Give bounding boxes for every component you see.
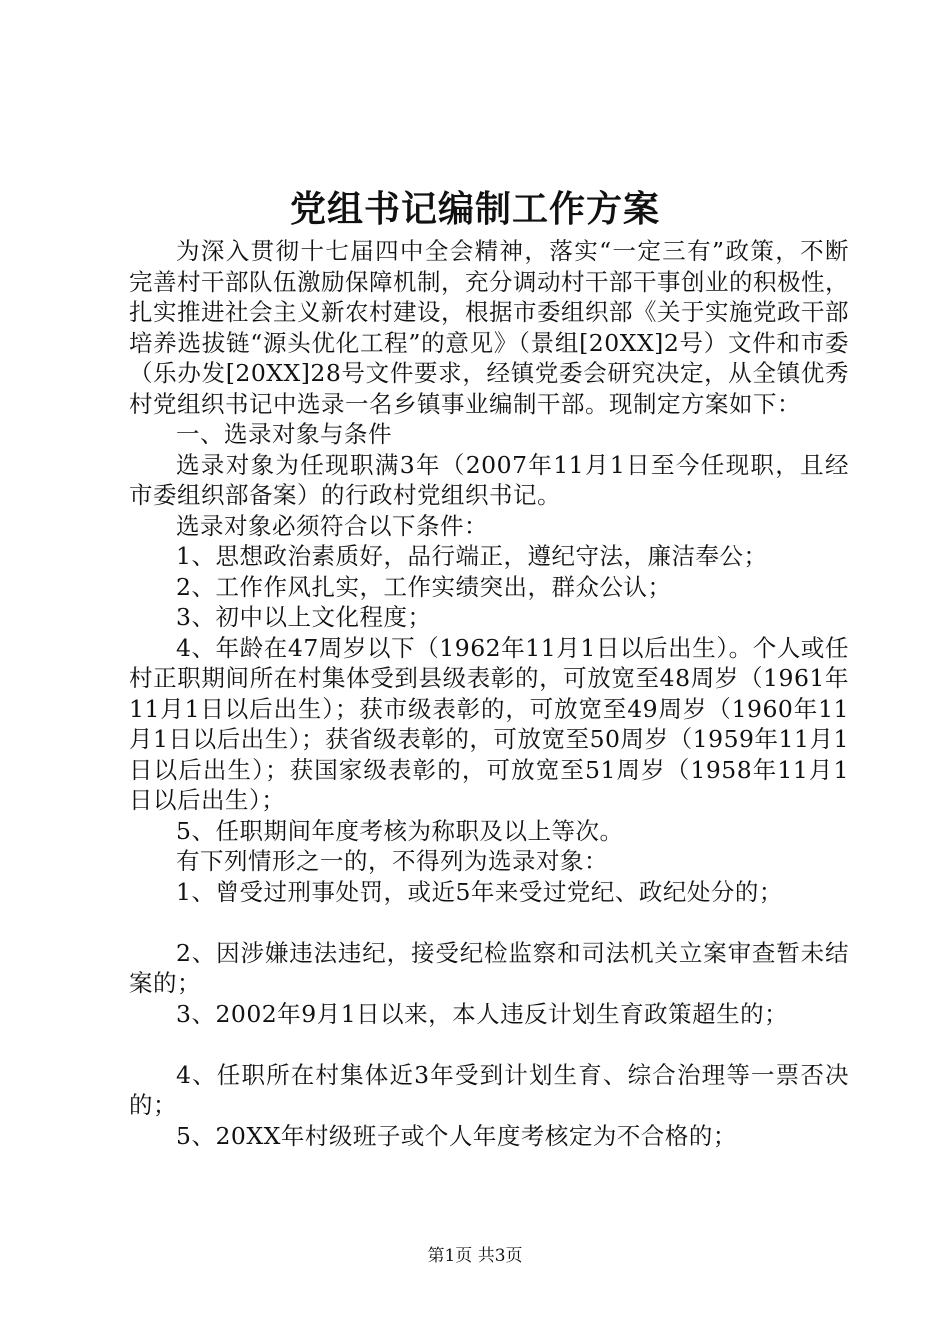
- list-item: 4、年龄在47周岁以下（1962年11月1日以后出生）。个人或任村正职期间所在村集体受到县级表彰的，可放宽至48周岁（1961年11月1日以后出生）；获市级表彰的，可放宽至49周岁（1960年11月1日以后出生）；获省级表彰的，可放宽至50周岁（1959年11月1日以后出生）；获国家级表彰的，可放宽至51周岁（1958年11月1日以后出生）；: [129, 633, 849, 814]
- paragraph: 选录对象为任现职满3年（2007年11月1日至今任现职，且经市委组织部备案）的行政村党组织书记。: [129, 450, 849, 509]
- list-item: 1、思想政治素质好，品行端正，遵纪守法，廉洁奉公；: [176, 542, 768, 570]
- list-item: 2、工作作风扎实，工作实绩突出，群众公认；: [176, 572, 672, 601]
- list-item: 3、2002年9月1日以来，本人违反计划生育政策超生的；: [176, 999, 789, 1028]
- list-item: 4、任职所在村集体近3年受到计划生育、综合治理等一票否决的；: [129, 1060, 849, 1119]
- list-item: 3、初中以上文化程度；: [176, 603, 432, 631]
- paragraph: 选录对象必须符合以下条件：: [176, 511, 488, 540]
- list-item: 2、因涉嫌违法违纪，接受纪检监察和司法机关立案审查暂未结案的；: [129, 938, 849, 997]
- paragraph-intro: 为深入贯彻十七届四中全会精神，落实“一定三有”政策，不断完善村干部队伍激励保障机制，充分调动村干部干事创业的积极性，扎实推进社会主义新农村建设，根据市委组织部《关于实施党政干部培养选拔链“源头优化工程”的意见》（景组[20XX]2号）文件和市委（乐办发[20XX]28号文件要求，经镇党委会研究决定，从全镇优秀村党组织书记中选录一名乡镇事业编制干部。现制定方案如下：: [129, 237, 849, 418]
- section-heading: 一、选录对象与条件: [176, 420, 392, 448]
- paragraph: 有下列情形之一的，不得列为选录对象：: [176, 847, 608, 875]
- document-title: 党组书记编制工作方案: [289, 188, 660, 230]
- list-item: 5、20XX年村级班子或个人年度考核定为不合格的；: [176, 1121, 737, 1150]
- list-item: 5、任职期间年度考核为称职及以上等次。: [176, 816, 624, 845]
- list-item: 1、曾受过刑事处罚，或近5年来受过党纪、政纪处分的；: [176, 877, 783, 906]
- document-body: [129, 236, 849, 1151]
- page-number: 第1页 共3页: [427, 1246, 523, 1266]
